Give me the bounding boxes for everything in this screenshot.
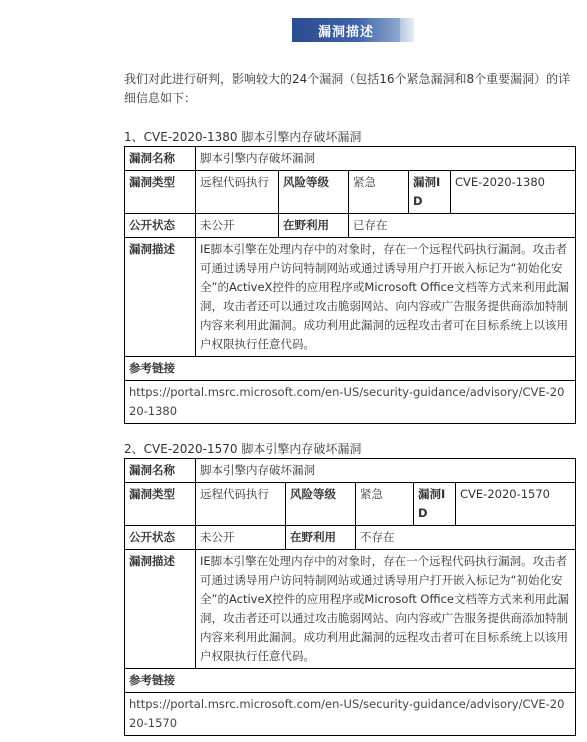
wild-value: 不存在 [356, 526, 576, 550]
table-row [125, 381, 576, 424]
id-value: CVE-2020-1570 [456, 483, 576, 526]
table-row [125, 693, 576, 736]
name-label: 漏洞名称 [125, 147, 196, 171]
id-value: CVE-2020-1380 [451, 171, 576, 214]
ref-link[interactable]: https://portal.msrc.microsoft.com/en-US/security-guidance/advisory/CVE-2020-1380 [125, 381, 576, 424]
type-value: 远程代码执行 [196, 171, 279, 214]
risk-label: 风险等级 [279, 171, 349, 214]
ref-label: 参考链接 [125, 669, 576, 693]
table-row [125, 357, 576, 381]
table-row [125, 214, 576, 238]
vuln-2-table [124, 458, 576, 736]
desc-label: 漏洞描述 [125, 550, 196, 669]
table-row [125, 550, 576, 669]
table-row [125, 526, 576, 550]
desc-value: IE脚本引擎在处理内存中的对象时，存在一个远程代码执行漏洞。攻击者可通过诱导用户访问特制网站或通过诱导用户打开嵌入标记为“初始化安全”的ActiveX控件的应用程序或Microsoft Office文档等方式来利用此漏洞，攻击者还可以通过攻击脆弱网站、向内容或广告服务提供商添加特制内容来利用此漏洞。成功利用此漏洞的远程攻击者可在目标系统上以该用户权限执行任意代码。 [196, 550, 576, 669]
type-value: 远程代码执行 [196, 483, 286, 526]
banner-title: 漏洞描述 [317, 24, 374, 40]
public-value: 未公开 [196, 214, 279, 238]
wild-label: 在野利用 [286, 526, 356, 550]
vuln-1-title: 1、CVE-2020-1380 脚本引擎内存破坏漏洞 [124, 130, 362, 144]
public-value: 未公开 [196, 526, 286, 550]
intro-paragraph: 我们对此进行研判，影响较大的24个漏洞（包括16个紧急漏洞和8个重要漏洞）的详细信息如下： [124, 72, 571, 105]
vuln-2-title: 2、CVE-2020-1570 脚本引擎内存破坏漏洞 [124, 442, 362, 456]
table-row [125, 483, 576, 526]
vuln-1-table [124, 146, 576, 424]
desc-value: IE脚本引擎在处理内存中的对象时，存在一个远程代码执行漏洞。攻击者可通过诱导用户访问特制网站或通过诱导用户打开嵌入标记为“初始化安全”的ActiveX控件的应用程序或Microsoft Office文档等方式来利用此漏洞，攻击者还可以通过攻击脆弱网站、向内容或广告服务提供商添加特制内容来利用此漏洞。成功利用此漏洞的远程攻击者可在目标系统上以该用户权限执行任意代码。 [196, 238, 576, 357]
public-label: 公开状态 [125, 526, 196, 550]
risk-value: 紧急 [349, 171, 409, 214]
table-row [125, 669, 576, 693]
public-label: 公开状态 [125, 214, 196, 238]
risk-value: 紧急 [356, 483, 414, 526]
name-value: 脚本引擎内存破坏漏洞 [196, 147, 576, 171]
wild-label: 在野利用 [279, 214, 349, 238]
id-label: 漏洞ID [414, 483, 456, 526]
table-row [125, 171, 576, 214]
desc-label: 漏洞描述 [125, 238, 196, 357]
ref-link[interactable]: https://portal.msrc.microsoft.com/en-US/security-guidance/advisory/CVE-2020-1570 [125, 693, 576, 736]
table-row [125, 238, 576, 357]
ref-label: 参考链接 [125, 357, 576, 381]
wild-value: 已存在 [349, 214, 576, 238]
risk-label: 风险等级 [286, 483, 356, 526]
section-banner [292, 18, 400, 42]
table-row [125, 147, 576, 171]
id-label: 漏洞ID [409, 171, 451, 214]
type-label: 漏洞类型 [125, 171, 196, 214]
name-value: 脚本引擎内存破坏漏洞 [196, 459, 576, 483]
type-label: 漏洞类型 [125, 483, 196, 526]
name-label: 漏洞名称 [125, 459, 196, 483]
table-row [125, 459, 576, 483]
